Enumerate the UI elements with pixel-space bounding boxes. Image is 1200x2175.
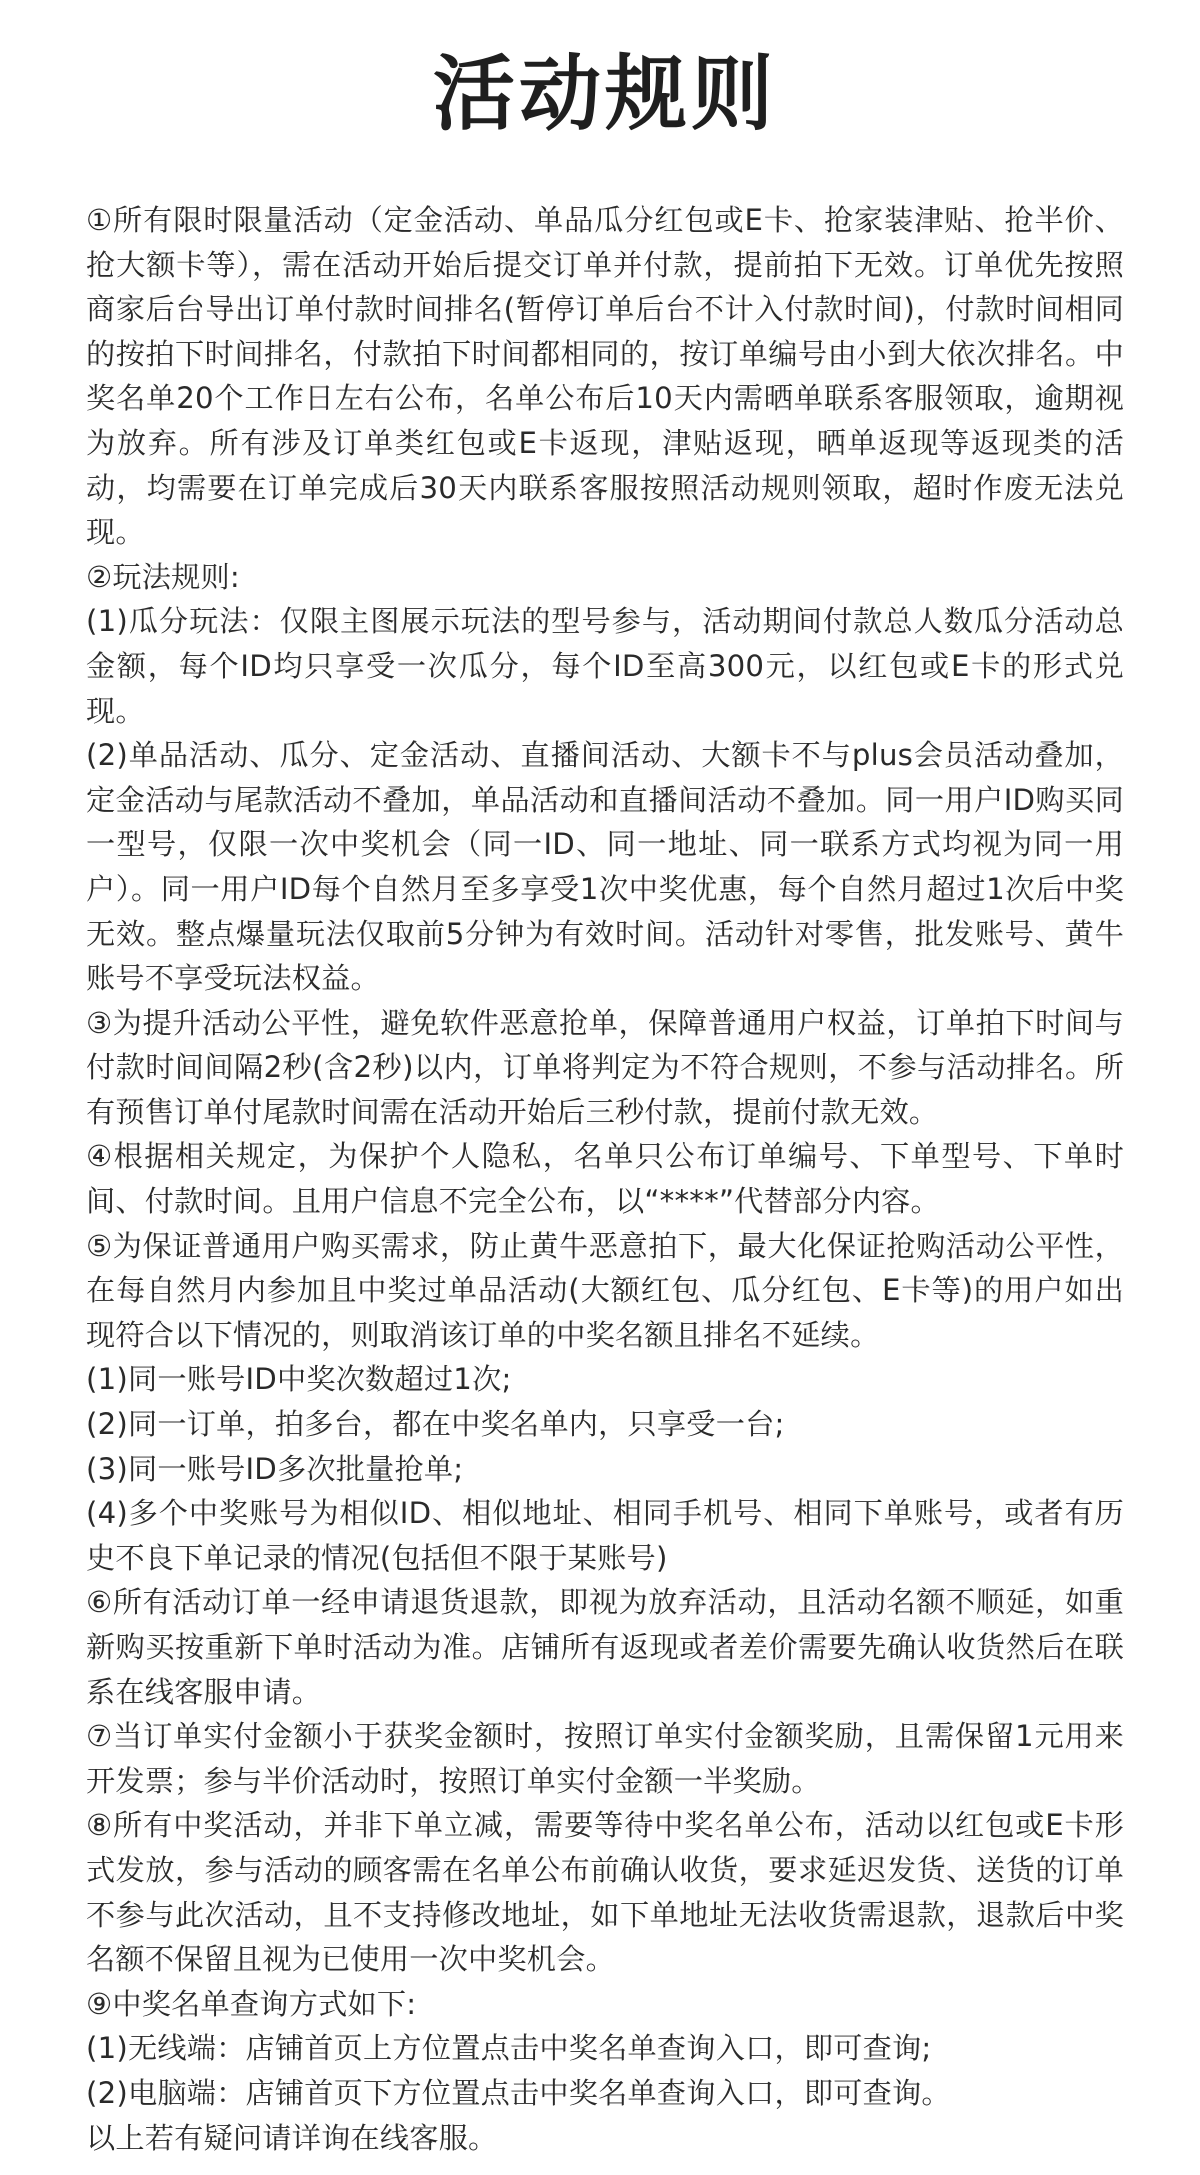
- rule-2-heading: ②玩法规则:: [86, 559, 240, 594]
- rule-5-paragraph: ⑤为保证普通用户购买需求，防止黄牛恶意拍下，最大化保证抢购活动公平性，在每自然月内参加且中奖过单品活动(大额红包、瓜分红包、E卡等)的用户如出现符合以下情况的，则取消该订单的中奖名额且排名不延续。: [86, 1228, 1124, 1352]
- rules-body: [86, 198, 1124, 2160]
- rule-2-item-2: (2)单品活动、瓜分、定金活动、直播间活动、大额卡不与plus会员活动叠加，定金活动与尾款活动不叠加，单品活动和直播间活动不叠加。同一用户ID购买同一型号，仅限一次中奖机会（同一ID、同一地址、同一联系方式均视为同一用户）。同一用户ID每个自然月至多享受1次中奖优惠，每个自然月超过1次后中奖无效。整点爆量玩法仅取前5分钟为有效时间。活动针对零售，批发账号、黄牛账号不享受玩法权益。: [86, 738, 1124, 996]
- rule-9-heading: ⑨中奖名单查询方式如下:: [86, 1986, 417, 2021]
- rule-3-paragraph: ③为提升活动公平性，避免软件恶意抢单，保障普通用户权益，订单拍下时间与付款时间间隔2秒(含2秒)以内，订单将判定为不符合规则，不参与活动排名。所有预售订单付尾款时间需在活动开始后三秒付款，提前付款无效。: [86, 1005, 1124, 1129]
- rule-5-item-4: (4)多个中奖账号为相似ID、相似地址、相同手机号、相同下单账号，或者有历史不良下单记录的情况(包括但不限于某账号): [86, 1496, 1124, 1575]
- page-title: 活动规则: [432, 47, 777, 142]
- rule-6-paragraph: ⑥所有活动订单一经申请退货退款，即视为放弃活动，且活动名额不顺延，如重新购买按重新下单时活动为准。店铺所有返现或者差价需要先确认收货然后在联系在线客服申请。: [86, 1585, 1124, 1709]
- rule-8-paragraph: ⑧所有中奖活动，并非下单立减，需要等待中奖名单公布，活动以红包或E卡形式发放，参与活动的顾客需在名单公布前确认收货，要求延迟发货、送货的订单不参与此次活动，且不支持修改地址，如下单地址无法收货需退款，退款后中奖名额不保留且视为已使用一次中奖机会。: [86, 1808, 1124, 1977]
- rule-9-item-2: (2)电脑端：店铺首页下方位置点击中奖名单查询入口，即可查询。: [86, 2075, 951, 2110]
- rule-7-paragraph: ⑦当订单实付金额小于获奖金额时，按照订单实付金额奖励，且需保留1元用来开发票；参与半价活动时，按照订单实付金额一半奖励。: [86, 1719, 1124, 1798]
- rule-9-item-1: (1)无线端：店铺首页上方位置点击中奖名单查询入口，即可查询;: [86, 2031, 932, 2066]
- rule-2-item-1: (1)瓜分玩法：仅限主图展示玩法的型号参与，活动期间付款总人数瓜分活动总金额，每个ID均只享受一次瓜分，每个ID至高300元，以红包或E卡的形式兑现。: [86, 604, 1124, 728]
- rule-5-item-1: (1)同一账号ID中奖次数超过1次;: [86, 1362, 512, 1397]
- rule-5-item-3: (3)同一账号ID多次批量抢单;: [86, 1451, 464, 1486]
- rule-4-paragraph: ④根据相关规定，为保护个人隐私，名单只公布订单编号、下单型号、下单时间、付款时间。且用户信息不完全公布，以“****”代替部分内容。: [86, 1139, 1124, 1219]
- closing-note: 以上若有疑问请详询在线客服。: [86, 2120, 498, 2155]
- rule-1-paragraph: ①所有限时限量活动（定金活动、单品瓜分红包或E卡、抢家装津贴、抢半价、抢大额卡等），需在活动开始后提交订单并付款，提前拍下无效。订单优先按照商家后台导出订单付款时间排名(暂停订单后台不计入付款时间)，付款时间相同的按拍下时间排名，付款拍下时间都相同的，按订单编号由小到大依次排名。中奖名单20个工作日左右公布，名单公布后10天内需晒单联系客服领取，逾期视为放弃。所有涉及订单类红包或E卡返现，津贴返现，晒单返现等返现类的活动，均需要在订单完成后30天内联系客服按照活动规则领取，超时作废无法兑现。: [86, 203, 1124, 550]
- rule-5-item-2: (2)同一订单，拍多台，都在中奖名单内，只享受一台;: [86, 1407, 785, 1442]
